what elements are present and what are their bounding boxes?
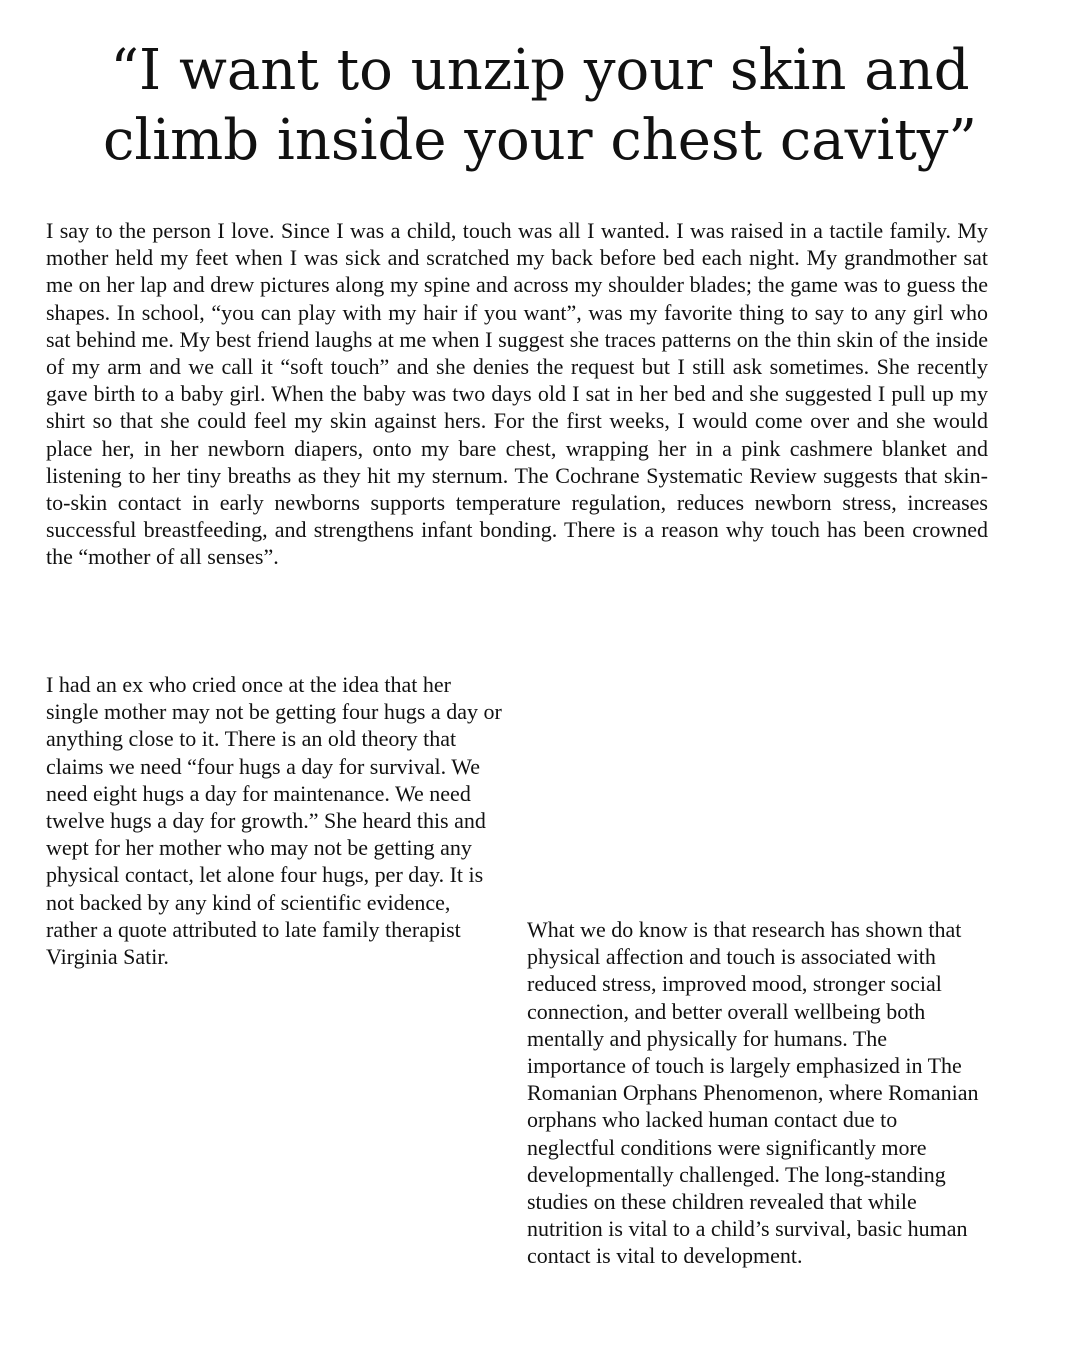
right-column-paragraph: What we do know is that research has shown that physical affection and touch is associated with reduced stress, improved mood, stronger social connection, and better overall wellbeing both mentally and physically for humans. The importance of touch is largely emphasized in The Romanian Orphans Phenomenon, where Romanian orphans who lacked human contact due to neglectful conditions were significantly more developmentally challenged. The long-standing studies on these children revealed that while nutrition is vital to a child’s survival, basic human contact is vital to development. xyxy=(527,917,979,1269)
left-column-paragraph: I had an ex who cried once at the idea that her single mother may not be getting four hugs a day or anything close to it. There is an old theory that claims we need “four hugs a day for survival. We need eight hugs a day for maintenance. We need twelve hugs a day for growth.” She heard this and wept for her mother who may not be getting any physical contact, let alone four hugs, per day. It is not backed by any kind of scientific evidence, rather a quote attributed to late family therapist Virginia Satir. xyxy=(46,672,502,970)
article-title: “I want to unzip your skin and climb inside your chest cavity” xyxy=(102,38,977,173)
intro-paragraph: I say to the person I love. Since I was a child, touch was all I wanted. I was raised in a tactile family. My mother held my feet when I was sick and scratched my back before bed each night. My grandmother sat me on her lap and drew pictures along my spine and across my shoulder blades; the game was to guess the shapes. In school, “you can play with my hair if you want”, was my favorite thing to say to any girl who sat behind me. My best friend laughs at me when I suggest she traces patterns on the thin skin of the inside of my arm and we call it “soft touch” and she denies the request but I still ask sometimes. She recently gave birth to a baby girl. When the baby was two days old I sat in her bed and she suggested I pull up my shirt so that she could feel my skin against hers. For the first weeks, I would come over and she would place her, in her newborn diapers, onto my bare chest, wrapping her in a pink cashmere blanket and listening to her tiny breaths as they hit my sternum. The Cochrane Systematic Review suggests that skin-to-skin contact in early newborns supports temperature regulation, reduces newborn stress, increases successful breastfeeding, and strengthens infant bonding. There is a reason why touch has been crowned the “mother of all senses”. xyxy=(46,218,988,570)
